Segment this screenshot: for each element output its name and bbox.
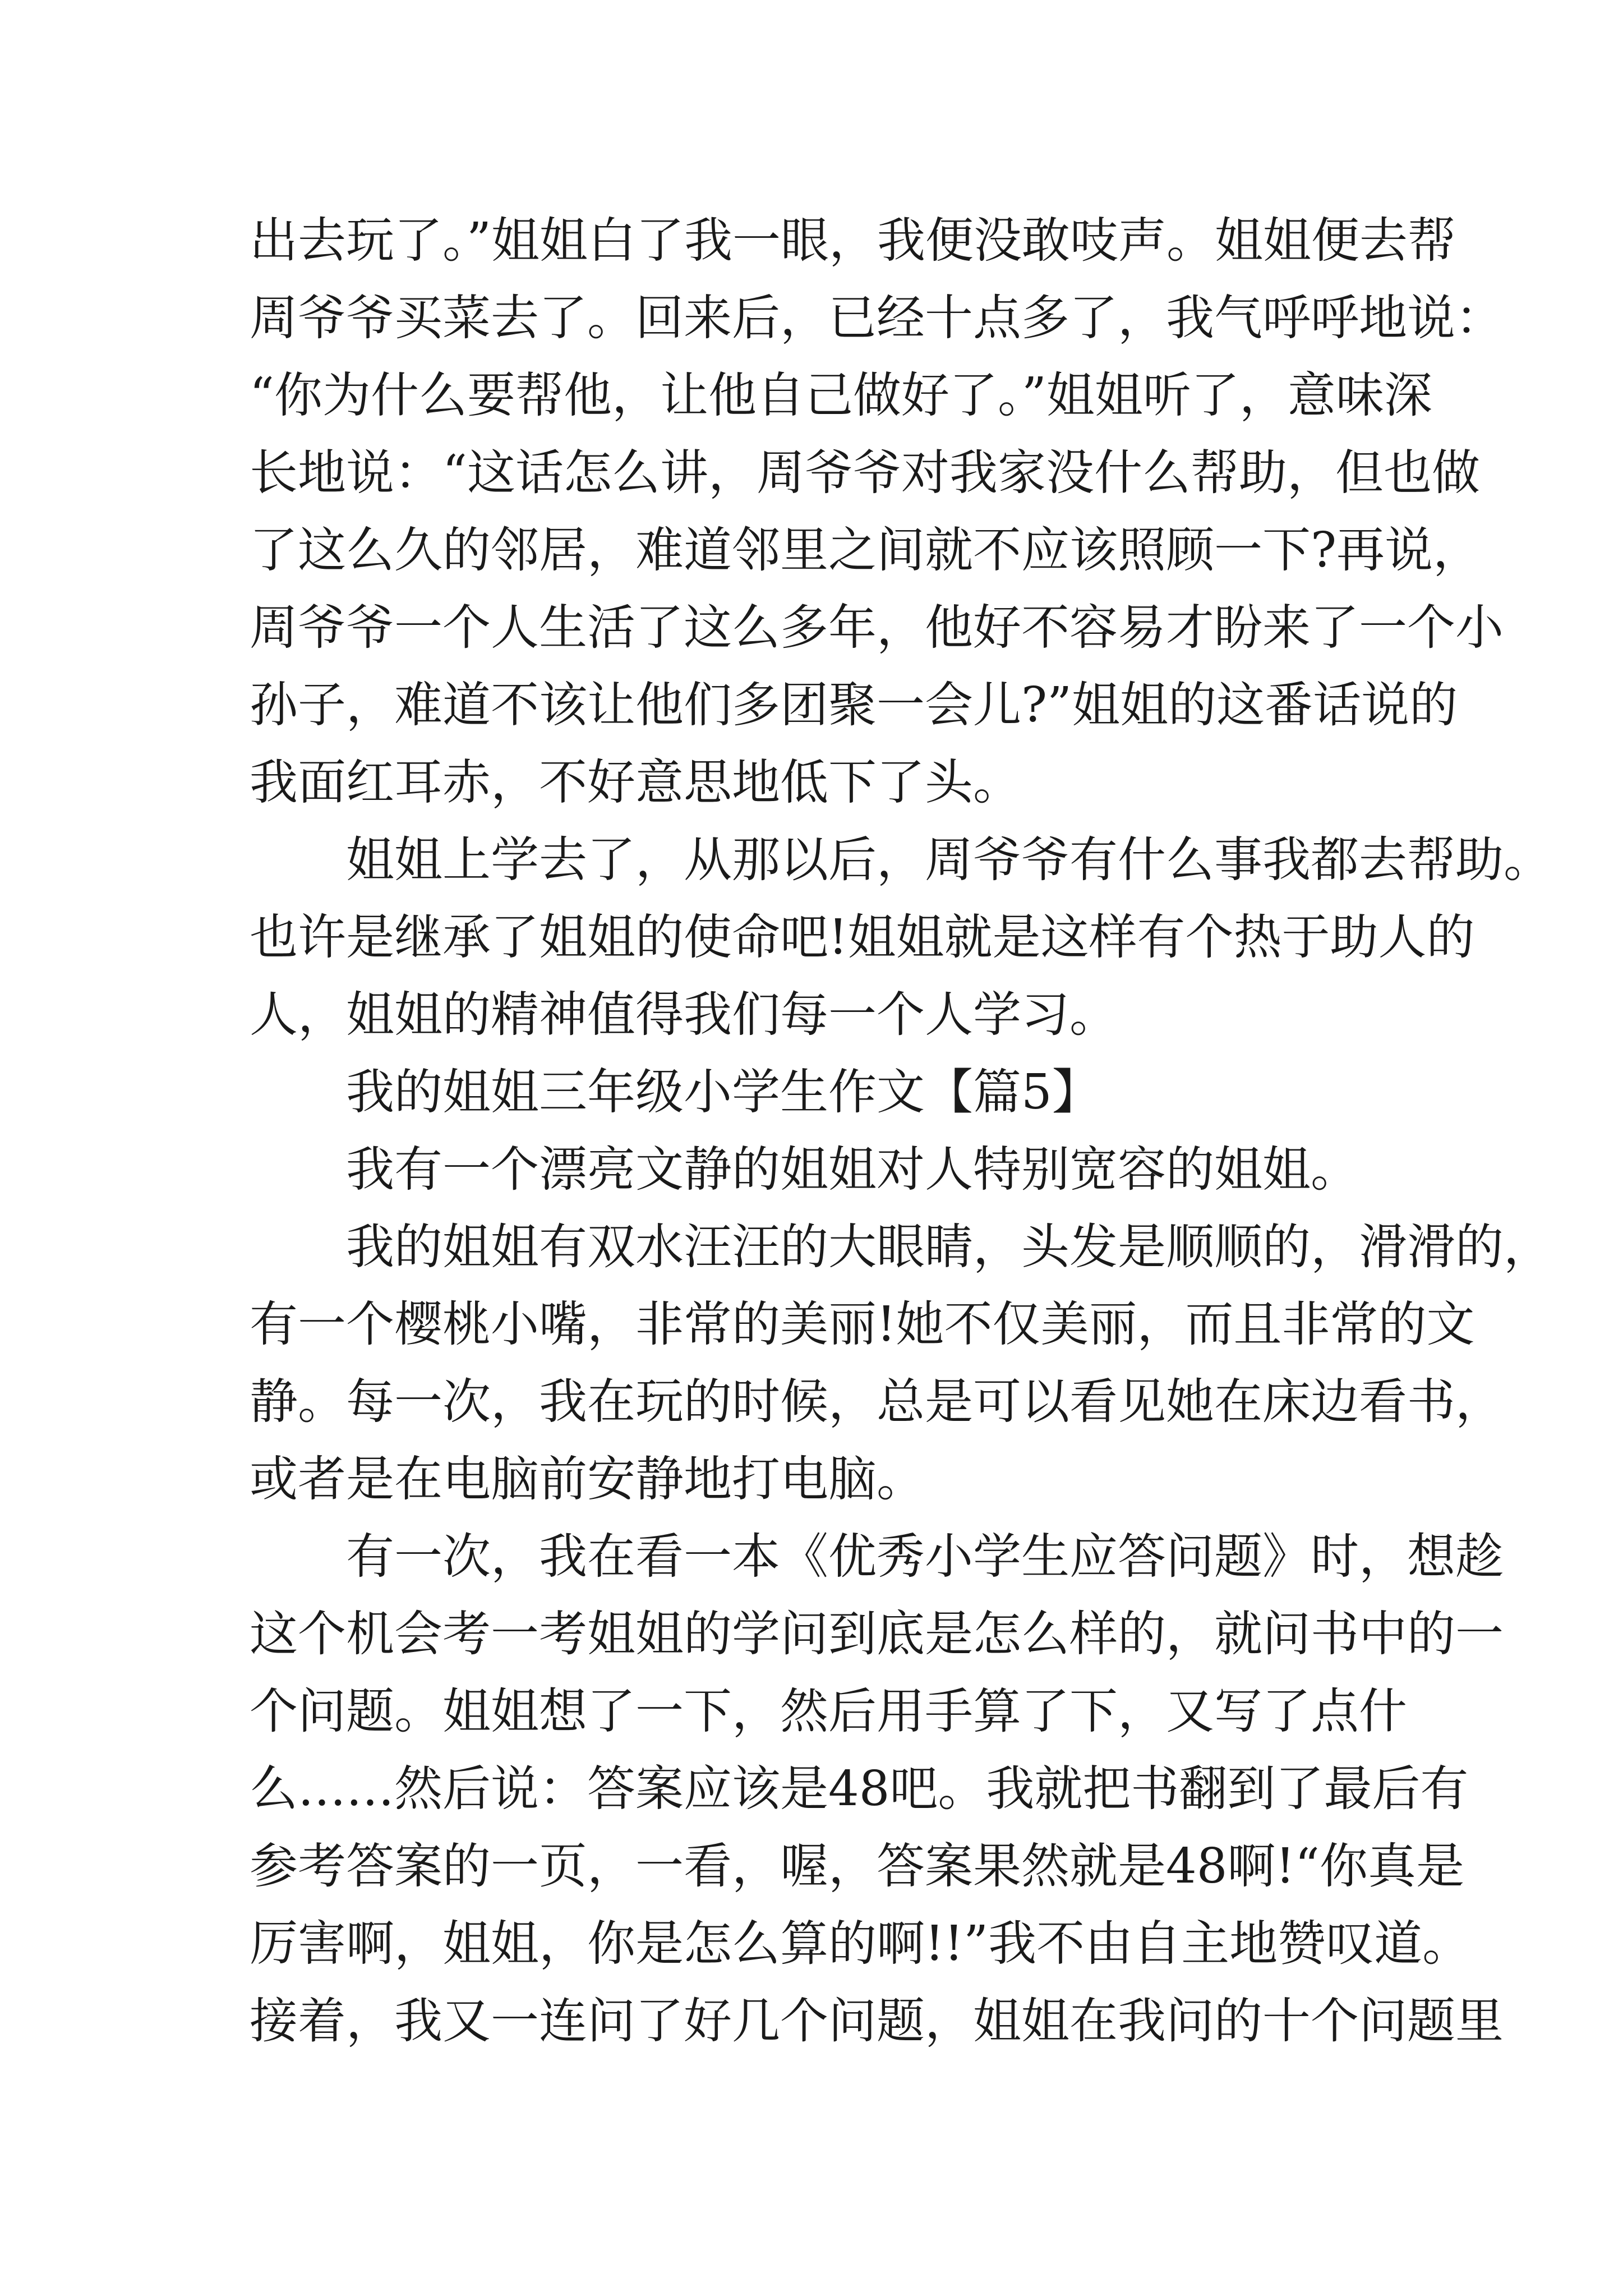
text-line: 静。每一次，我在玩的时候，总是可以看见她在床边看书， — [250, 1374, 1504, 1430]
text-line: 我有一个漂亮文静的姐姐对人特别宽容的姐姐。 — [250, 1142, 1359, 1198]
text-line: 我面红耳赤，不好意思地低下了头。 — [250, 754, 1021, 811]
heading-line: 我的姐姐三年级小学生作文【篇5】 — [250, 1064, 1100, 1120]
paragraph — [250, 821, 1552, 1053]
text-line: 了这么久的邻居，难道邻里之间就不应该照顾一下?再说， — [250, 522, 1482, 578]
text-line: 厉害啊，姐姐，你是怎么算的啊!!”我不由自主地赞叹道。 — [250, 1916, 1471, 1972]
text-line: 么……然后说：答案应该是48吧。我就把书翻到了最后有 — [250, 1761, 1469, 1817]
text-line: 接着，我又一连问了好几个问题，姐姐在我问的十个问题里 — [250, 1993, 1504, 2049]
text-line: 参考答案的一页，一看，喔，答案果然就是48啊!“你真是 — [250, 1838, 1464, 1894]
text-line: 周爷爷买菜去了。回来后，已经十点多了，我气呼呼地说： — [250, 290, 1504, 346]
section-heading — [250, 1053, 1394, 1131]
text-line: 周爷爷一个人生活了这么多年，他好不容易才盼来了一个小 — [250, 600, 1504, 656]
paragraph — [250, 1131, 1394, 1208]
paragraph — [250, 202, 1504, 821]
text-line: 也许是继承了姐姐的使命吧!姐姐就是这样有个热于助人的 — [250, 909, 1475, 965]
text-line: 个问题。姐姐想了一下，然后用手算了下，又写了点什 — [250, 1683, 1407, 1740]
text-line: “你为什么要帮他，让他自己做好了。”姐姐听了，意味深 — [250, 367, 1432, 424]
text-line: 或者是在电脑前安静地打电脑。 — [250, 1451, 925, 1507]
text-line: 人，姐姐的精神值得我们每一个人学习。 — [250, 987, 1118, 1043]
document-body — [250, 202, 1552, 2060]
paragraph — [250, 1208, 1552, 1518]
paragraph — [250, 1518, 1504, 2060]
text-line: 有一次，我在看一本《优秀小学生应答问题》时，想趁 — [250, 1529, 1504, 1585]
text-line: 有一个樱桃小嘴，非常的美丽!她不仅美丽，而且非常的文 — [250, 1296, 1475, 1352]
text-line: 长地说：“这话怎么讲，周爷爷对我家没什么帮助，但也做 — [250, 445, 1480, 501]
text-line: 孙子，难道不该让他们多团聚一会儿?”姐姐的这番话说的 — [250, 677, 1458, 733]
text-line: 我的姐姐有双水汪汪的大眼睛，头发是顺顺的，滑滑的， — [250, 1219, 1552, 1275]
text-line: 姐姐上学去了，从那以后，周爷爷有什么事我都去帮助。 — [250, 832, 1552, 888]
text-line: 出去玩了。”姐姐白了我一眼，我便没敢吱声。姐姐便去帮 — [250, 213, 1456, 269]
text-line: 这个机会考一考姐姐的学问到底是怎么样的，就问书中的一 — [250, 1606, 1504, 1662]
